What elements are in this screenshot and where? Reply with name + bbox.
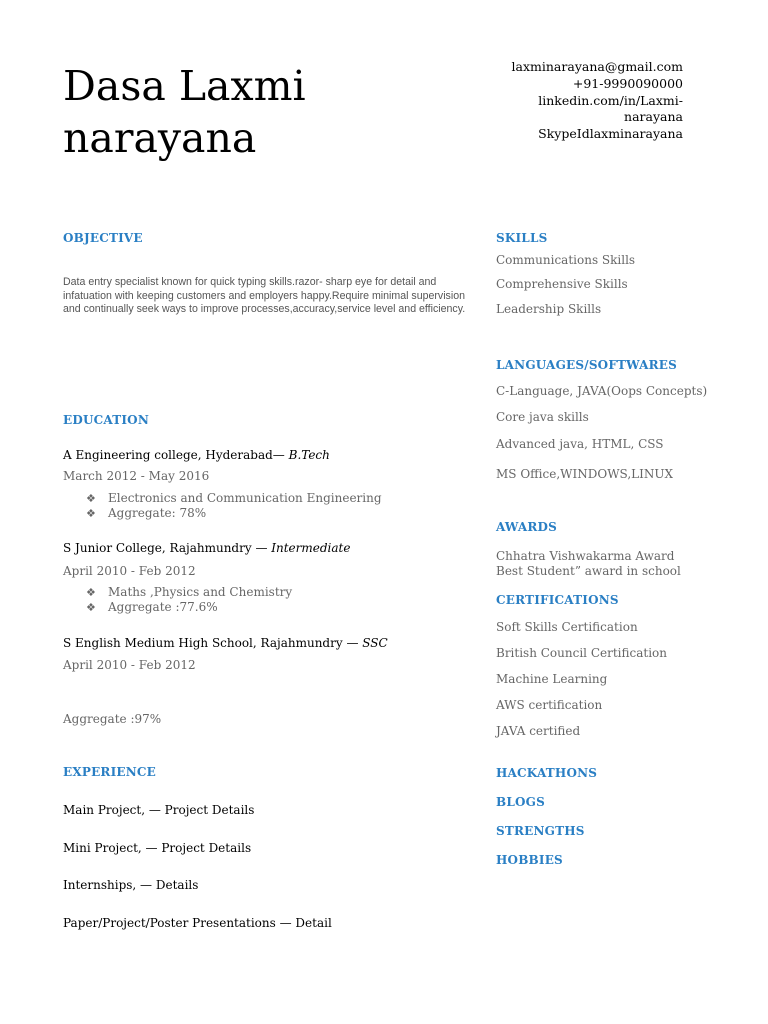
certification-item: JAVA certified: [496, 724, 581, 738]
objective-heading: OBJECTIVE: [63, 231, 143, 245]
blogs-heading: BLOGS: [496, 795, 545, 809]
award-item: Chhatra Vishwakarma Award: [496, 549, 675, 563]
objective-text: Data entry specialist known for quick typing skills.razor- sharp eye for detail and infatuation with keeping customers and employers happy.Require minimal supervision and continually seek ways to improve processes,accuracy,service level and efficiency.: [63, 276, 466, 315]
list-item: ❖ Maths ,Physics and Chemistry: [86, 585, 293, 599]
list-item: ❖ Electronics and Communication Engineering: [86, 491, 382, 505]
bullet-icon: ❖: [86, 586, 96, 599]
strengths-heading: STRENGTHS: [496, 824, 585, 838]
language-item: MS Office,WINDOWS,LINUX: [496, 467, 673, 481]
award-item: Best Student” award in school: [496, 564, 681, 578]
name-line-1: Dasa Laxmi: [63, 62, 306, 110]
education-institution: S English Medium High School, Rajahmundry — SSC: [63, 636, 388, 650]
experience-item: Internships, — Details: [63, 878, 199, 892]
education-institution: A Engineering college, Hyderabad— B.Tech: [63, 448, 330, 462]
certification-item: Soft Skills Certification: [496, 620, 638, 634]
experience-item: Paper/Project/Poster Presentations — Detail: [63, 916, 332, 930]
education-dates: April 2010 - Feb 2012: [63, 564, 196, 578]
contact-block: [463, 59, 683, 143]
experience-heading: EXPERIENCE: [63, 765, 157, 779]
education-aggregate: Aggregate :97%: [63, 712, 162, 726]
languages-heading: LANGUAGES/SOFTWARES: [496, 358, 677, 372]
certification-item: AWS certification: [496, 698, 603, 712]
list-item: ❖ Aggregate :77.6%: [86, 600, 218, 614]
skills-heading: SKILLS: [496, 231, 548, 245]
skill-item: Leadership Skills: [496, 302, 602, 316]
experience-item: Main Project, — Project Details: [63, 803, 255, 817]
education-dates: March 2012 - May 2016: [63, 469, 210, 483]
awards-heading: AWARDS: [496, 520, 557, 534]
education-institution: S Junior College, Rajahmundry — Intermediate: [63, 541, 351, 555]
certifications-heading: CERTIFICATIONS: [496, 593, 619, 607]
hobbies-heading: HOBBIES: [496, 853, 563, 867]
bullet-icon: ❖: [86, 601, 96, 614]
bullet-icon: ❖: [86, 492, 96, 505]
skill-item: Communications Skills: [496, 253, 636, 267]
education-dates: April 2010 - Feb 2012: [63, 658, 196, 672]
hackathons-heading: HACKATHONS: [496, 766, 598, 780]
skill-item: Comprehensive Skills: [496, 277, 628, 291]
name-line-2: narayana: [63, 114, 257, 162]
contact-email: laxminarayana@gmail.com: [511, 59, 683, 74]
language-item: Advanced java, HTML, CSS: [496, 437, 664, 451]
bullet-icon: ❖: [86, 507, 96, 520]
contact-skype: SkypeIdlaxminarayana: [538, 126, 683, 142]
language-item: C-Language, JAVA(Oops Concepts): [496, 384, 708, 398]
contact-linkedin-cont: narayana: [624, 109, 683, 125]
experience-item: Mini Project, — Project Details: [63, 841, 252, 855]
contact-linkedin: linkedin.com/in/Laxmi-: [538, 92, 683, 108]
list-item: ❖ Aggregate: 78%: [86, 506, 207, 520]
certification-item: Machine Learning: [496, 672, 608, 686]
resume-name: [63, 60, 393, 164]
certification-item: British Council Certification: [496, 646, 667, 660]
education-heading: EDUCATION: [63, 413, 149, 427]
contact-phone: +91-9990090000: [572, 75, 683, 91]
language-item: Core java skills: [496, 410, 589, 424]
